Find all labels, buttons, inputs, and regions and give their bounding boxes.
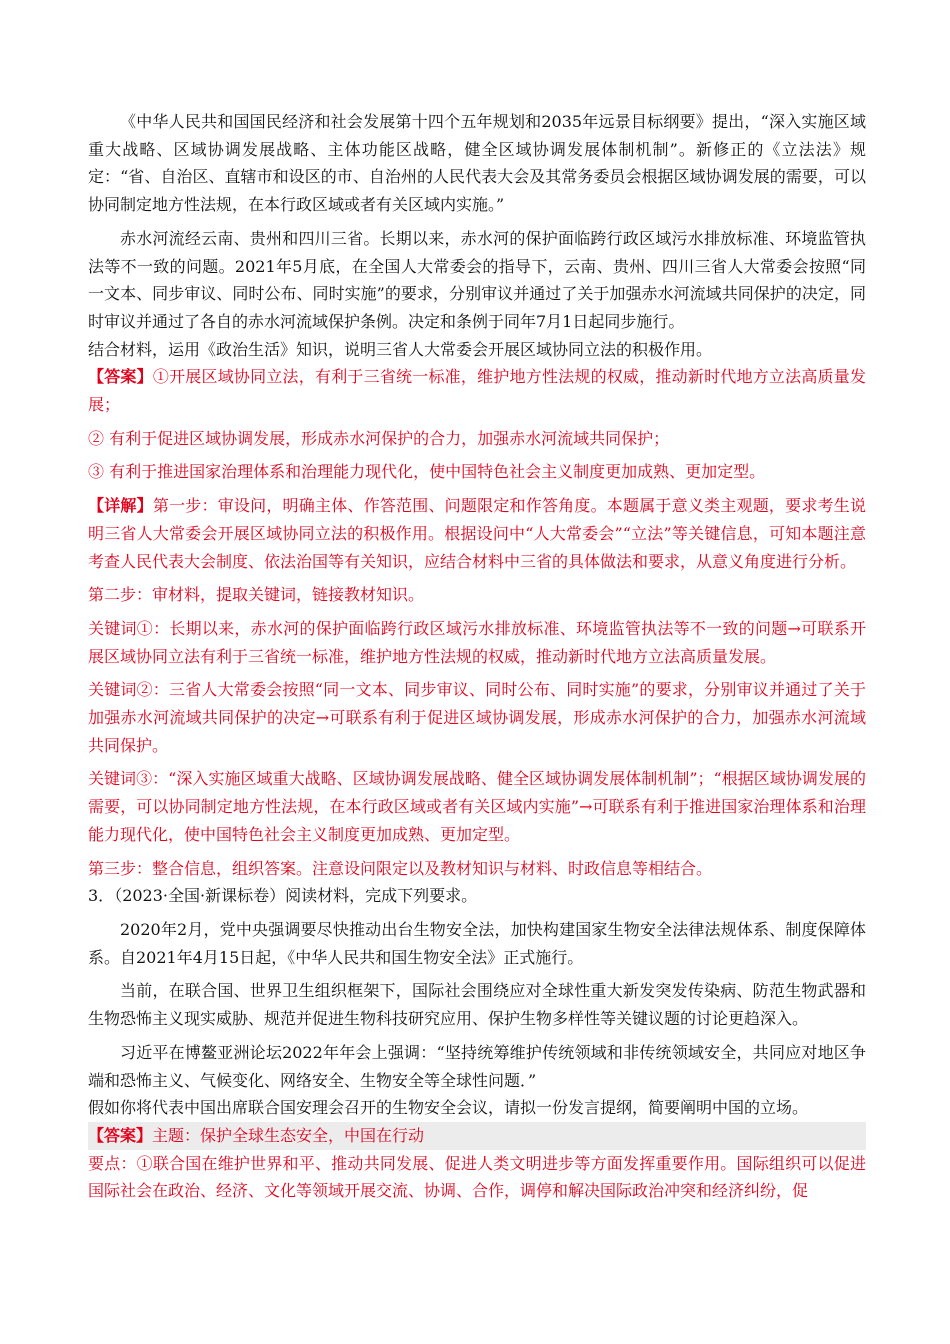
detail-tag: 【详解】 — [88, 496, 153, 516]
q3-material-paragraph-1: 2020年2月，党中央强调要尽快推动出台生物安全法，加快构建国家生物安全法律法规体系、制度保障体系。自2021年4月15日起，《中华人民共和国生物安全法》正式施行。 — [88, 919, 866, 967]
answer-tag: 【答案】 — [88, 367, 153, 387]
document-body — [88, 108, 866, 1205]
q2-question: 结合材料，运用《政治生活》知识，说明三省人大常委会开展区域协同立法的积极作用。 — [88, 339, 713, 359]
q3-answer-points: 要点：①联合国在维护世界和平、推动共同发展、促进人类文明进步等方面发挥重要作用。国际组织可以促进国际社会在政治、经济、文化等领域开展交流、协调、合作，调停和解决国际政治冲突和经济纠纷，促 — [88, 1153, 866, 1201]
q2-detail-keyword-1: 关键词①：长期以来，赤水河的保护面临跨行政区域污水排放标准、环境监管执法等不一致的问题→可联系开展区域协同立法有利于三省统一标准，维护地方性法规的权威，推动新时代地方立法高质量发展。 — [88, 618, 866, 666]
q2-detail-step-3: 第三步：整合信息，组织答案。注意设问限定以及教材知识与材料、时政信息等相结合。 — [88, 858, 713, 878]
q2-detail-keyword-2: 关键词②：三省人大常委会按照“同一文本、同步审议、同时公布、同时实施”的要求，分别审议并通过了关于加强赤水河流域共同保护的决定→可联系有利于促进区域协调发展，形成赤水河保护的合力，加强赤水河流域共同保护。 — [88, 680, 866, 755]
q3-number: 3． — [88, 886, 115, 906]
q2-material-paragraph-1: 《中华人民共和国国民经济和社会发展第十四个五年规划和2035年远景目标纲要》提出，“深入实施区域重大战略、区域协调发展战略、主体功能区战略，健全区域协调发展体制机制”。新修正的《立法法》规定：“省、自治区、直辖市和设区的市、自治州的人民代表大会及其常务委员会根据区域协调发展的需要，可以协同制定地方性法规，在本行政区域或者有关区域内实施。” — [88, 112, 866, 215]
q2-answer-line-3: ③ 有利于推进国家治理体系和治理能力现代化，使中国特色社会主义制度更加成熟、更加定型。 — [88, 462, 766, 482]
q3-question: 假如你将代表中国出席联合国安理会召开的生物安全会议，请拟一份发言提纲，简要阐明中国的立场。 — [88, 1098, 809, 1118]
q2-answer-line-1: 【答案】①开展区域协同立法，有利于三省统一标准，维护地方性法规的权威，推动新时代地方立法高质量发展； — [88, 367, 866, 415]
q2-answer-line-2: ② 有利于促进区域协调发展，形成赤水河保护的合力，加强赤水河流域共同保护； — [88, 428, 670, 448]
q2-detail-step-1: 【详解】第一步：审设问，明确主体、作答范围、问题限定和作答角度。本题属于意义类主观题，要求考生说明三省人大常委会开展区域协同立法的积极作用。根据设问中“人大常委会”“立法”等关键信息，可知本题注意考查人民代表大会制度、依法治国等有关知识，应结合材料中三省的具体做法和要求，从意义角度进行分析。 — [88, 496, 866, 571]
q3-material-paragraph-2: 当前，在联合国、世界卫生组织框架下，国际社会围绕应对全球性重大新发突发传染病、防范生物武器和生物恐怖主义现实威胁、规范并促进生物科技研究应用、保护生物多样性等关键议题的讨论更趋深入。 — [88, 981, 866, 1029]
answer-tag: 【答案】 — [88, 1125, 153, 1145]
q3-answer-theme: 【答案】主题：保护全球生态安全，中国在行动 — [88, 1122, 866, 1150]
q3-source: （2023·全国·新课标卷）阅读材料，完成下列要求。 — [114, 886, 478, 906]
q2-detail-step-2: 第二步：审材料，提取关键词，链接教材知识。 — [88, 585, 425, 605]
q3-material-paragraph-3: 习近平在博鳌亚洲论坛2022年年会上强调：“坚持统筹维护传统领域和非传统领域安全，共同应对地区争端和恐怖主义、气候变化、网络安全、生物安全等全球性问题．” — [88, 1042, 866, 1090]
q2-material-paragraph-2: 赤水河流经云南、贵州和四川三省。长期以来，赤水河的保护面临跨行政区域污水排放标准、环境监管执法等不一致的问题。2021年5月底，在全国人大常委会的指导下，云南、贵州、四川三省人大常委会按照“同一文本、同步审议、同时公布、同时实施”的要求，分别审议并通过了关于加强赤水河流域共同保护的决定，同时审议并通过了各自的赤水河流域保护条例。决定和条例于同年7月1日起同步施行。 — [88, 228, 866, 331]
q2-detail-keyword-3: 关键词③：“深入实施区域重大战略、区域协调发展战略、健全区域协调发展体制机制”；“根据区域协调发展的需要，可以协同制定地方性法规，在本行政区域或者有关区域内实施”→可联系有利于推进国家治理体系和治理能力现代化，使中国特色社会主义制度更加成熟、更加定型。 — [88, 769, 866, 844]
q3-header — [88, 882, 866, 910]
